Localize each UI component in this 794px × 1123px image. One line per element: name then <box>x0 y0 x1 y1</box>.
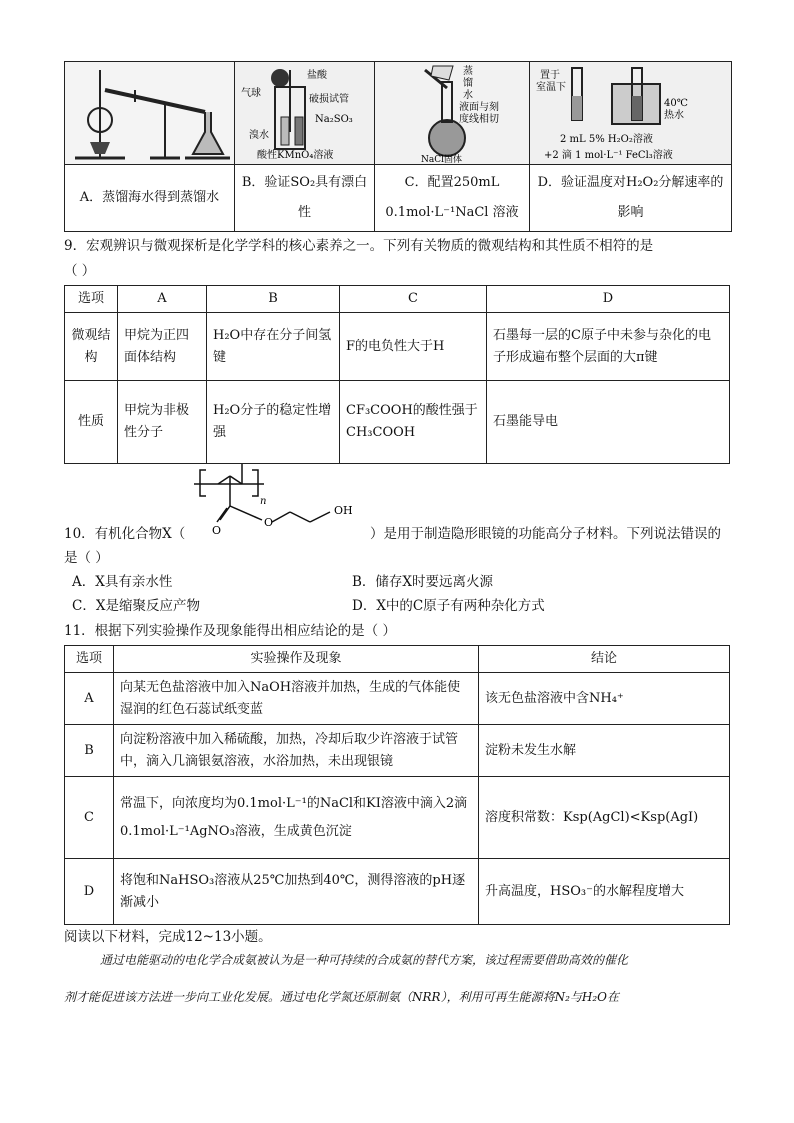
q10-option-d: D．X中的C原子有两种杂化方式 <box>352 598 545 614</box>
volumetric-flask-image <box>375 62 530 165</box>
q11-header: 结论 <box>479 646 730 673</box>
q9-cell: 石墨能导电 <box>487 381 730 464</box>
label: 2 mL 5% H₂O₂溶液 <box>560 134 653 145</box>
material-intro: 阅读以下材料，完成12~13小题。 <box>64 929 272 945</box>
q9-cell: 甲烷为非极性分子 <box>118 381 207 464</box>
q9-cell: H₂O中存在分子间氢键 <box>207 313 340 381</box>
q8-option-a: A．蒸馏海水得到蒸馏水 <box>65 165 235 232</box>
q9-row-label: 微观结构 <box>65 313 118 381</box>
q9-cell: 甲烷为正四面体结构 <box>118 313 207 381</box>
structure-label: O <box>264 516 274 529</box>
q8-option-d: D．验证温度对H₂O₂分解速率的影响 <box>530 165 732 232</box>
h2o2-decomposition-image <box>530 62 732 165</box>
material-paragraph-line1: 通过电能驱动的电化学合成氨被认为是一种可持续的合成氨的替代方案，该过程需要借助高效的催化 <box>100 953 629 967</box>
q11-operation: 向淀粉溶液中加入稀硫酸，加热，冷却后取少许溶液于试管中，滴入几滴银氨溶液，水浴加热，未出现银镜 <box>114 725 479 777</box>
q9-cell: H₂O分子的稳定性增强 <box>207 381 340 464</box>
label: 酸性KMnO₄溶液 <box>257 150 334 161</box>
distillation-apparatus-image <box>65 62 235 165</box>
q11-header: 实验操作及现象 <box>114 646 479 673</box>
q11-table <box>64 645 730 925</box>
structure-label: OH <box>334 504 353 517</box>
q10-option-b: B．储存X时要远离火源 <box>352 574 494 590</box>
q11-conclusion: 升高温度，HSO₃⁻的水解程度增大 <box>479 859 730 925</box>
q9-stem: 9．宏观辨识与微观探析是化学学科的核心素养之一。下列有关物质的微观结构和其性质不相符的是 <box>64 238 654 254</box>
q10-stem-tail: 是（ ） <box>64 550 109 566</box>
q11-conclusion: 溶度积常数：Ksp(AgCl)<Ksp(AgI) <box>479 777 730 859</box>
q8-option-b: B．验证SO₂具有漂白性 <box>235 165 375 232</box>
q11-operation: 常温下，向浓度均为0.1mol·L⁻¹的NaCl和KI溶液中滴入2滴0.1mol·L⁻¹AgNO₃溶液，生成黄色沉淀 <box>114 777 479 859</box>
q11-option: D <box>65 859 114 925</box>
label: 气球 <box>241 88 261 99</box>
label: Na₂SO₃ <box>315 114 353 125</box>
label: 水 <box>463 90 473 101</box>
structure-label: n <box>260 496 267 507</box>
label: 破损试管 <box>309 94 349 105</box>
label: 盐酸 <box>307 70 327 81</box>
q9-header: A <box>118 286 207 313</box>
so2-apparatus-image <box>235 62 375 165</box>
q11-option: C <box>65 777 114 859</box>
q11-option: B <box>65 725 114 777</box>
label: +2 滴 1 mol·L⁻¹ FeCl₃溶液 <box>544 150 673 161</box>
polymer-structure-image <box>190 462 360 540</box>
q9-cell: F的电负性大于H <box>340 313 487 381</box>
q11-conclusion: 该无色盐溶液中含NH₄⁺ <box>479 673 730 725</box>
q9-header: C <box>340 286 487 313</box>
label: 度线相切 <box>459 114 499 125</box>
q8-option-c: C．配置250mL 0.1mol·L⁻¹NaCl 溶液 <box>375 165 530 232</box>
label: 馏 <box>463 78 473 89</box>
label: 40℃ <box>664 98 688 109</box>
structure-label: O <box>212 524 222 537</box>
q9-header: 选项 <box>65 286 118 313</box>
q9-answer-paren: （ ） <box>64 263 96 279</box>
q11-stem: 11．根据下列实验操作及现象能得出相应结论的是（ ） <box>64 623 396 639</box>
label: 液面与刻 <box>459 102 499 113</box>
label: 室温下 <box>536 82 566 93</box>
q9-cell: CF₃COOH的酸性强于CH₃COOH <box>340 381 487 464</box>
label: 置于 <box>540 70 560 81</box>
q11-option: A <box>65 673 114 725</box>
label: NaCl固体 <box>421 155 463 164</box>
label: 溴水 <box>249 130 269 141</box>
material-paragraph-line2: 剂才能促进该方法进一步向工业化发展。通过电化学氮还原制氨（NRR），利用可再生能源将N₂与H₂O在 <box>64 990 619 1004</box>
q9-row-label: 性质 <box>65 381 118 464</box>
q9-header: B <box>207 286 340 313</box>
q10-stem-start: 10．有机化合物X（ <box>64 526 186 542</box>
q10-option-a: A．X具有亲水性 <box>72 574 173 590</box>
q11-conclusion: 淀粉未发生水解 <box>479 725 730 777</box>
q11-header: 选项 <box>65 646 114 673</box>
q9-table <box>64 285 730 464</box>
q10-stem-end: ）是用于制造隐形眼镜的功能高分子材料。下列说法错误的 <box>370 526 721 542</box>
q11-operation: 向某无色盐溶液中加入NaOH溶液并加热，生成的气体能使湿润的红色石蕊试纸变蓝 <box>114 673 479 725</box>
q9-header: D <box>487 286 730 313</box>
q9-cell: 石墨每一层的C原子中未参与杂化的电子形成遍布整个层面的大π键 <box>487 313 730 381</box>
label: 热水 <box>664 110 684 121</box>
q11-operation: 将饱和NaHSO₃溶液从25℃加热到40℃，测得溶液的pH逐渐减小 <box>114 859 479 925</box>
label: 蒸 <box>463 66 473 77</box>
q8-table <box>64 61 732 232</box>
q10-option-c: C．X是缩聚反应产物 <box>72 598 200 614</box>
